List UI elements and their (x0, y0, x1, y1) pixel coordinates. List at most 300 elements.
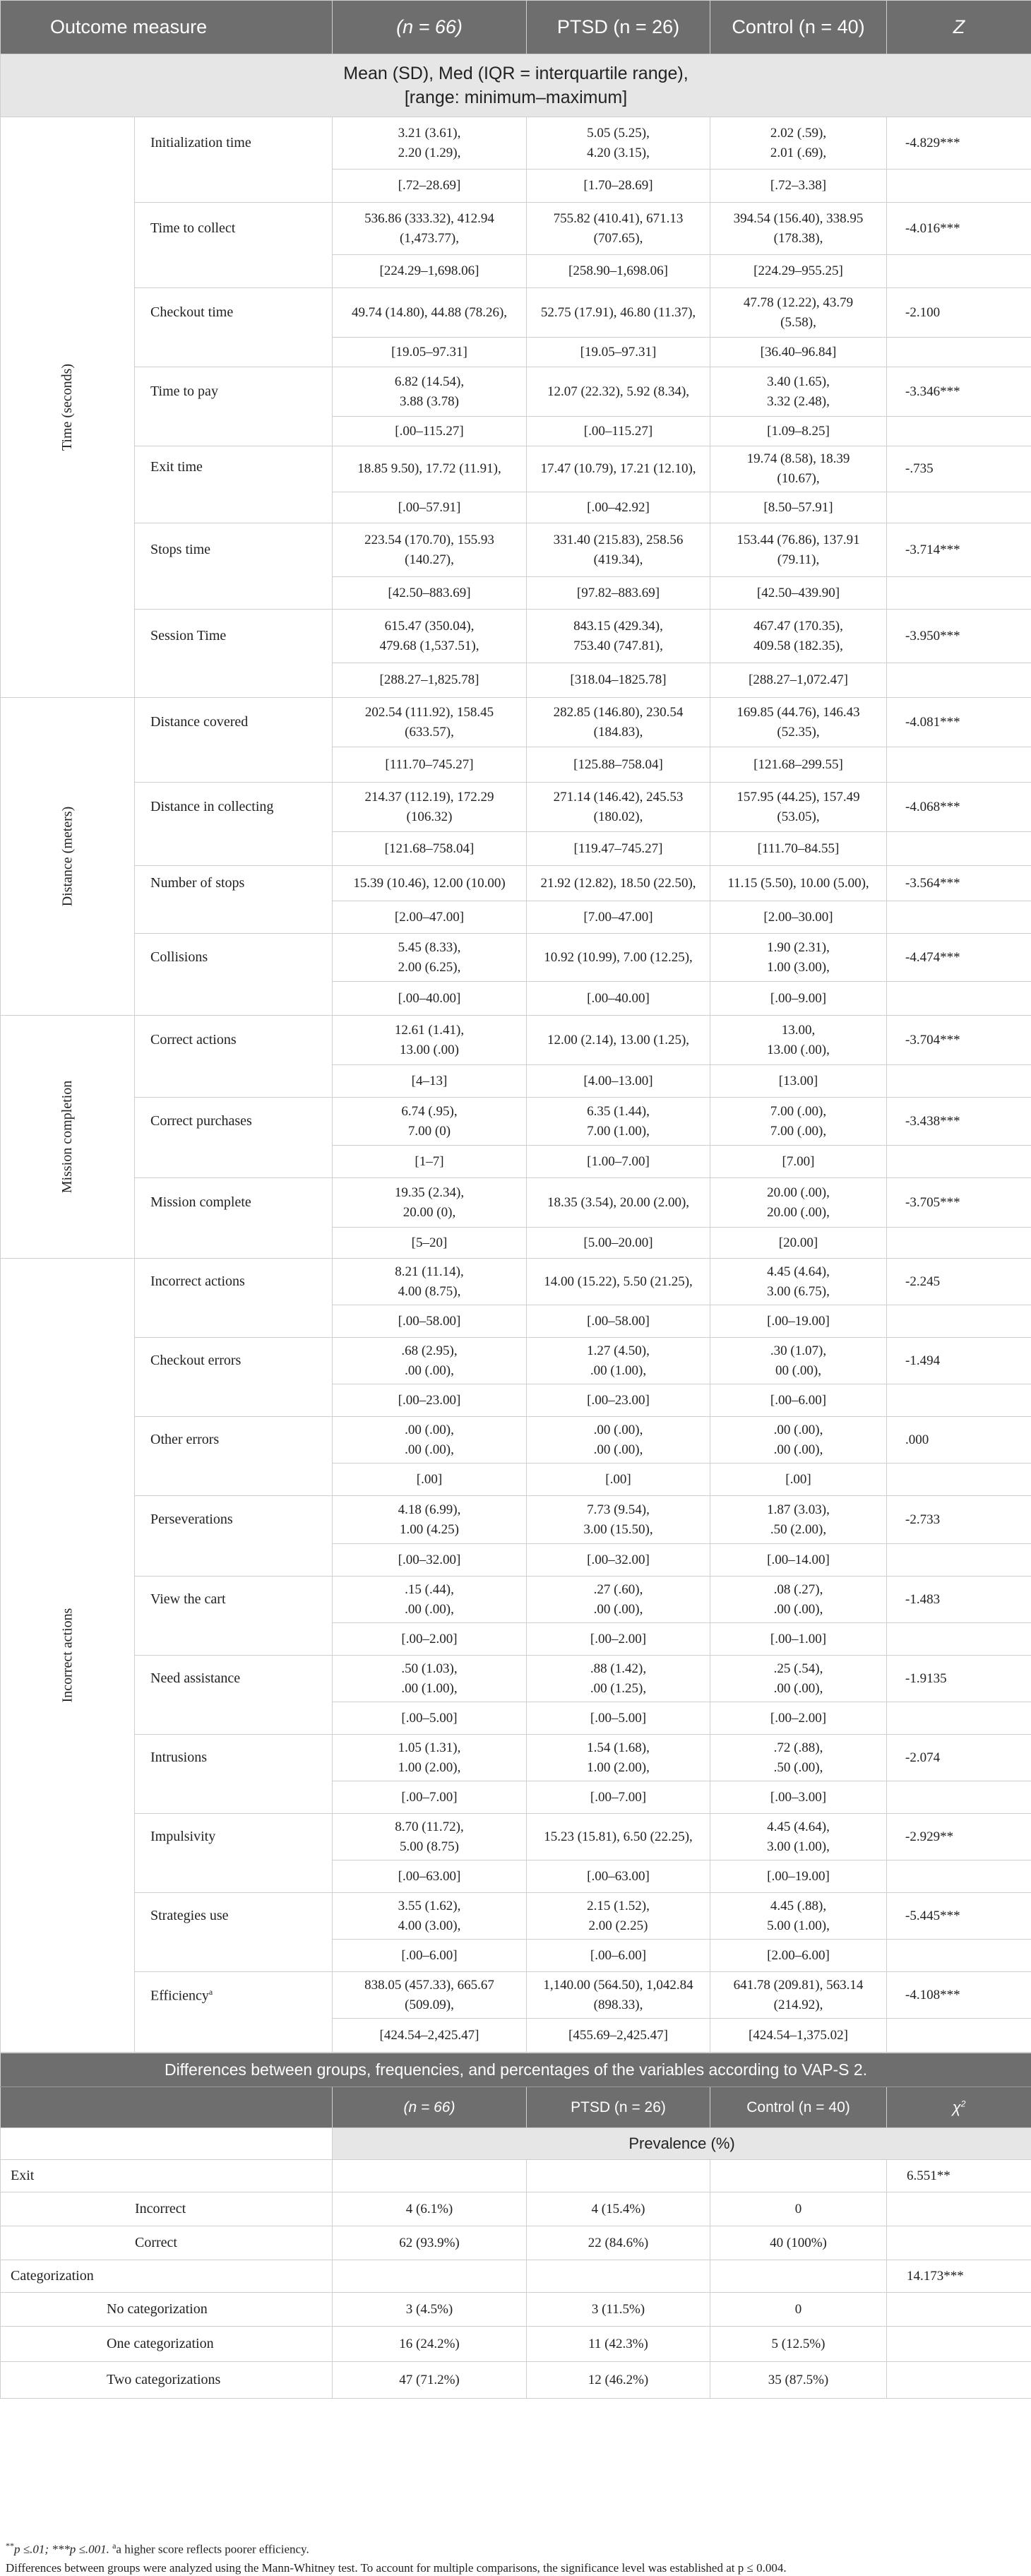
value-cell-ctrl (710, 1656, 887, 1702)
measure-label: Exit time (150, 459, 203, 475)
chi-square-value (887, 2226, 1031, 2260)
value-cell-ptsd (527, 523, 710, 577)
range-cell: [.00–6.00] (710, 1384, 887, 1417)
range-cell: [424.54–2,425.47] (333, 2019, 527, 2053)
subheader-cell (1, 54, 1031, 117)
value-line: .00 (1.00), (590, 1363, 647, 1378)
empty-cell (887, 170, 1031, 203)
range-cell: [42.50–883.69] (333, 577, 527, 610)
value-line: 2.20 (1.29), (398, 145, 461, 160)
z-value: -4.108*** (887, 1972, 1031, 2019)
range-cell: [224.29–1,698.06] (333, 255, 527, 288)
value-cell-all (333, 934, 527, 982)
measure-label-cell (135, 1972, 333, 2053)
measure-label: Correct actions (150, 1032, 237, 1047)
value-cell-ptsd (527, 1656, 710, 1702)
empty-cell (887, 747, 1031, 783)
z-value: -2.100 (887, 288, 1031, 338)
measure-label-cell (135, 1338, 333, 1417)
prevalence-ptsd (527, 2160, 710, 2192)
prevalence-label: Two categorizations (1, 2362, 333, 2399)
value-cell-ptsd (527, 1178, 710, 1228)
z-value: -1.483 (887, 1577, 1031, 1623)
value-line: 3.55 (1.62), (398, 1898, 461, 1913)
prevalence-ctrl: 0 (710, 2293, 887, 2327)
measure-label: Checkout time (150, 304, 234, 320)
value-line: 17.47 (10.79), 17.21 (12.10), (540, 461, 696, 476)
range-cell: [.00–14.00] (710, 1544, 887, 1577)
value-line: 755.82 (410.41), 671.13 (553, 210, 684, 226)
range-cell: [20.00] (710, 1228, 887, 1259)
subheader-line1: Mean (SD), Med (IQR = interquartile range), (343, 64, 689, 83)
measure-label: Session Time (150, 628, 227, 643)
prevalence-ptsd: 4 (15.4%) (527, 2192, 710, 2226)
range-cell: [1–7] (333, 1146, 527, 1178)
footnote-p001: p ≤.001. (69, 2542, 113, 2556)
value-line: 5.00 (1.00), (767, 1918, 830, 1933)
measure-label-cell (135, 1417, 333, 1496)
value-cell-ptsd (527, 866, 710, 901)
range-cell: [.72–28.69] (333, 170, 527, 203)
measure-label-cell (135, 698, 333, 783)
value-line: 214.37 (112.19), 172.29 (364, 789, 494, 805)
value-line: 271.14 (146.42), 245.53 (553, 789, 684, 805)
empty-cell (887, 492, 1031, 523)
range-cell: [121.68–758.04] (333, 832, 527, 866)
value-line: 2.01 (.69), (770, 145, 827, 160)
z-value: .000 (887, 1417, 1031, 1464)
value-line: 753.40 (747.81), (573, 638, 663, 653)
prevalence-all: 3 (4.5%) (333, 2293, 527, 2327)
value-cell-ptsd (527, 1259, 710, 1305)
value-line: 4.20 (3.15), (587, 145, 650, 160)
chi-square-value: 6.551** (887, 2160, 1031, 2192)
value-cell-ptsd (527, 1417, 710, 1464)
value-line: 4.18 (6.99), (398, 1502, 461, 1517)
range-cell: [.00–115.27] (527, 417, 710, 446)
range-cell: [224.29–955.25] (710, 255, 887, 288)
value-cell-ctrl (710, 1735, 887, 1781)
range-cell: [.00–57.91] (333, 492, 527, 523)
table-row (1, 610, 1031, 663)
measure-label-cell (135, 934, 333, 1016)
value-line: .00 (.00), (405, 1363, 454, 1378)
range-cell: [111.70–745.27] (333, 747, 527, 783)
value-cell-ctrl (710, 1417, 887, 1464)
value-line: .00 (.00), (593, 1422, 643, 1437)
footnote-line1 (6, 2536, 1023, 2559)
value-cell-ctrl (710, 367, 887, 417)
value-cell-all (333, 1735, 527, 1781)
range-cell: [.00–58.00] (527, 1305, 710, 1338)
vap-header-control-n: Control (n = 40) (710, 2087, 887, 2128)
value-line: 479.68 (1,537.51), (379, 638, 479, 653)
vap-table-header (1, 2087, 1031, 2128)
value-cell-all (333, 1098, 527, 1146)
empty-cell (887, 663, 1031, 698)
range-cell: [1.00–7.00] (527, 1146, 710, 1178)
value-cell-ctrl (710, 288, 887, 338)
range-cell: [5–20] (333, 1228, 527, 1259)
value-line: 1,140.00 (564.50), 1,042.84 (543, 1977, 693, 1993)
value-line: 409.58 (182.35), (753, 638, 843, 653)
vap-table-title: Differences between groups, frequencies, and percentages of the variables according to VAP-S 2. (1, 2053, 1031, 2087)
vap-subheader-row (1, 2128, 1031, 2160)
z-value: -1.9135 (887, 1656, 1031, 1702)
range-cell: [36.40–96.84] (710, 338, 887, 367)
z-value: -5.445*** (887, 1893, 1031, 1940)
measure-label: Number of stops (150, 875, 245, 891)
vap-header-blank (1, 2087, 333, 2128)
range-cell: [.72–3.38] (710, 170, 887, 203)
chi-square-value (887, 2327, 1031, 2362)
value-line: 223.54 (170.70), 155.93 (364, 532, 494, 547)
range-cell: [.00–7.00] (333, 1781, 527, 1814)
range-cell: [.00–63.00] (333, 1860, 527, 1893)
value-cell-ptsd (527, 610, 710, 663)
value-line: 4.00 (8.75), (398, 1283, 461, 1299)
group-label-cell (1, 698, 135, 1016)
range-cell: [.00–40.00] (333, 982, 527, 1016)
value-line: 3.00 (6.75), (767, 1283, 830, 1299)
value-line: (180.02), (593, 809, 643, 824)
table-row (1, 1496, 1031, 1544)
range-cell: [.00–3.00] (710, 1781, 887, 1814)
value-line: .08 (.27), (773, 1581, 823, 1597)
range-cell: [.00] (527, 1464, 710, 1496)
prevalence-label: No categorization (1, 2293, 333, 2327)
empty-cell (887, 1781, 1031, 1814)
footnote-p01: p ≤.01; *** (14, 2542, 70, 2556)
range-cell: [4.00–13.00] (527, 1065, 710, 1098)
value-cell-ptsd (527, 1893, 710, 1940)
range-cell: [.00–58.00] (333, 1305, 527, 1338)
value-cell-ctrl (710, 1016, 887, 1065)
prevalence-row (1, 2160, 1031, 2192)
table-row (1, 1338, 1031, 1384)
value-line: 14.00 (15.22), 5.50 (21.25), (544, 1274, 693, 1289)
range-cell: [19.05–97.31] (333, 338, 527, 367)
value-cell-all (333, 1417, 527, 1464)
vap-header-chi-square (887, 2087, 1031, 2128)
value-line: 202.54 (111.92), 158.45 (364, 704, 494, 720)
value-line: 7.00 (.00), (770, 1123, 827, 1139)
value-line: 7.00 (1.00), (587, 1123, 650, 1139)
range-cell: [121.68–299.55] (710, 747, 887, 783)
measure-label: Time to collect (150, 220, 236, 236)
value-cell-all (333, 446, 527, 492)
value-line: 2.15 (1.52), (587, 1898, 650, 1913)
footnote-line2: Differences between groups were analyzed using the Mann-Whitney test. To account for multiple comparisons, the significance level was established at p ≤ 0.004. (6, 2560, 787, 2575)
empty-cell (887, 1702, 1031, 1735)
value-line: 4.45 (4.64), (767, 1264, 830, 1279)
value-line: 157.95 (44.25), 157.49 (737, 789, 860, 805)
range-cell: [2.00–30.00] (710, 901, 887, 934)
prevalence-label: Incorrect (1, 2192, 333, 2226)
range-cell: [19.05–97.31] (527, 338, 710, 367)
empty-cell (887, 1065, 1031, 1098)
empty-cell (887, 1623, 1031, 1656)
vap-subheader-prevalence: Prevalence (%) (333, 2128, 1031, 2160)
measure-label: Other errors (150, 1432, 220, 1447)
prevalence-row (1, 2362, 1031, 2399)
value-cell-ptsd (527, 203, 710, 255)
value-cell-ctrl (710, 934, 887, 982)
value-line: .50 (2.00), (770, 1521, 827, 1537)
value-cell-all (333, 523, 527, 577)
range-cell: [.00–19.00] (710, 1860, 887, 1893)
value-cell-ptsd (527, 1496, 710, 1544)
value-line: 4.00 (3.00), (398, 1918, 461, 1933)
value-line: 331.40 (215.83), 258.56 (553, 532, 684, 547)
measure-label: Distance in collecting (150, 799, 274, 814)
measure-label-cell (135, 288, 333, 367)
value-cell-ctrl (710, 1338, 887, 1384)
value-line: 12.07 (22.32), 5.92 (8.34), (547, 384, 690, 399)
value-cell-ctrl (710, 783, 887, 832)
chi-symbol: χ (952, 2098, 961, 2116)
value-line: .00 (.00), (593, 1442, 643, 1457)
range-cell: [.00–6.00] (333, 1940, 527, 1972)
value-line: .50 (.00), (773, 1759, 823, 1775)
measure-label: Checkout errors (150, 1353, 242, 1368)
range-cell: [7.00–47.00] (527, 901, 710, 934)
chi-square-value: 14.173*** (887, 2260, 1031, 2293)
value-line: (707.65), (593, 230, 643, 246)
range-cell: [125.88–758.04] (527, 747, 710, 783)
table-row (1, 523, 1031, 577)
value-line: 4.45 (4.64), (767, 1819, 830, 1834)
header-z: Z (887, 1, 1031, 54)
z-value: -4.474*** (887, 934, 1031, 982)
measure-label: Intrusions (150, 1750, 207, 1765)
value-line: 641.78 (209.81), 563.14 (733, 1977, 864, 1993)
value-line: 49.74 (14.80), 44.88 (78.26), (351, 304, 508, 320)
value-line: 1.90 (2.31), (767, 939, 830, 955)
value-cell-ctrl (710, 1098, 887, 1146)
range-cell: [97.82–883.69] (527, 577, 710, 610)
empty-cell (887, 338, 1031, 367)
value-cell-ctrl (710, 1259, 887, 1305)
measure-label-cell (135, 1577, 333, 1656)
value-cell-ctrl (710, 1893, 887, 1940)
value-cell-ptsd (527, 288, 710, 338)
header-ptsd-n: PTSD (n = 26) (527, 1, 710, 54)
range-cell: [424.54–1,375.02] (710, 2019, 887, 2053)
measure-superscript: a (208, 1987, 213, 1997)
z-value: -2.733 (887, 1496, 1031, 1544)
prevalence-label: Correct (1, 2226, 333, 2260)
subheader-line2: [range: minimum–maximum] (404, 88, 628, 107)
value-line: .30 (1.07), (770, 1343, 827, 1358)
value-line: (178.38), (773, 230, 823, 246)
range-cell: [.00–40.00] (527, 982, 710, 1016)
measure-label: Need assistance (150, 1670, 241, 1686)
measure-label: Time to pay (150, 384, 218, 399)
prevalence-ctrl: 35 (87.5%) (710, 2362, 887, 2399)
value-line: (10.67), (777, 471, 820, 486)
value-line: .00 (.00), (773, 1680, 823, 1696)
z-value: -4.068*** (887, 783, 1031, 832)
vap-header-all-n: (n = 66) (333, 2087, 527, 2128)
measure-label: Incorrect actions (150, 1274, 245, 1289)
value-cell-ctrl (710, 1178, 887, 1228)
value-cell-ctrl (710, 523, 887, 577)
empty-cell (887, 2019, 1031, 2053)
prevalence-all: 62 (93.9%) (333, 2226, 527, 2260)
value-line: .25 (.54), (773, 1661, 823, 1676)
value-line: 282.85 (146.80), 230.54 (553, 704, 684, 720)
range-cell: [111.70–84.55] (710, 832, 887, 866)
value-line: 3.00 (15.50), (583, 1521, 653, 1537)
prevalence-all: 4 (6.1%) (333, 2192, 527, 2226)
measure-label-cell (135, 523, 333, 610)
value-line: 843.15 (429.34), (573, 618, 663, 634)
chi-square-value (887, 2192, 1031, 2226)
range-cell: [7.00] (710, 1146, 887, 1178)
measure-label-cell (135, 1814, 333, 1893)
measure-label: View the cart (150, 1591, 226, 1607)
value-line: .00 (.00), (405, 1601, 454, 1617)
z-value: -4.829*** (887, 117, 1031, 170)
z-value: -3.564*** (887, 866, 1031, 901)
prevalence-ptsd: 22 (84.6%) (527, 2226, 710, 2260)
range-cell: [.00–6.00] (527, 1940, 710, 1972)
empty-cell (887, 417, 1031, 446)
value-line: 13.00, (781, 1022, 816, 1038)
table-row (1, 367, 1031, 417)
empty-cell (887, 982, 1031, 1016)
value-cell-ctrl (710, 203, 887, 255)
value-line: 8.70 (11.72), (395, 1819, 464, 1834)
value-cell-ptsd (527, 1814, 710, 1860)
value-line: .50 (1.03), (401, 1661, 458, 1676)
header-all-n: (n = 66) (333, 1, 527, 54)
value-line: 2.02 (.59), (770, 125, 827, 141)
value-cell-ptsd (527, 117, 710, 170)
measure-label-cell (135, 1016, 333, 1098)
value-line: (106.32) (406, 809, 453, 824)
value-line: 12.00 (2.14), 13.00 (1.25), (547, 1032, 690, 1047)
value-cell-ctrl (710, 610, 887, 663)
value-cell-ptsd (527, 783, 710, 832)
value-cell-ptsd (527, 934, 710, 982)
value-line: .00 (1.25), (590, 1680, 647, 1696)
range-cell: [.00–5.00] (333, 1702, 527, 1735)
value-line: 3.40 (1.65), (767, 374, 830, 389)
range-cell: [4–13] (333, 1065, 527, 1098)
header-outcome-measure: Outcome measure (1, 1, 333, 54)
value-cell-all (333, 1814, 527, 1860)
table-row (1, 1259, 1031, 1305)
z-value: -3.950*** (887, 610, 1031, 663)
value-line: .72 (.88), (773, 1740, 823, 1755)
range-cell: [.00–2.00] (333, 1623, 527, 1656)
header-control-n: Control (n = 40) (710, 1, 887, 54)
range-cell: [.00–7.00] (527, 1781, 710, 1814)
prevalence-all: 16 (24.2%) (333, 2327, 527, 2362)
chi-square-value (887, 2293, 1031, 2327)
measure-label-cell (135, 1656, 333, 1735)
table-row (1, 783, 1031, 832)
z-value: -1.494 (887, 1338, 1031, 1384)
value-cell-all (333, 1178, 527, 1228)
value-line: 13.00 (.00), (767, 1042, 830, 1057)
measure-label-cell (135, 1893, 333, 1972)
prevalence-ptsd: 12 (46.2%) (527, 2362, 710, 2399)
value-cell-all (333, 1972, 527, 2019)
value-line: .00 (.00), (773, 1442, 823, 1457)
value-line: 394.54 (156.40), 338.95 (733, 210, 864, 226)
table-row (1, 117, 1031, 170)
value-line: 536.86 (333.32), 412.94 (364, 210, 494, 226)
vap-table-title-row (1, 2053, 1031, 2087)
value-line: 52.75 (17.91), 46.80 (11.37), (540, 304, 696, 320)
measure-label-cell (135, 1098, 333, 1178)
value-line: (5.58), (780, 314, 816, 330)
value-line: 2.00 (6.25), (398, 959, 461, 975)
value-line: .88 (1.42), (590, 1661, 647, 1676)
prevalence-label: One categorization (1, 2327, 333, 2362)
value-line: 1.00 (4.25) (400, 1521, 459, 1537)
table-row (1, 1577, 1031, 1623)
table-row (1, 866, 1031, 901)
value-line: 21.92 (12.82), 18.50 (22.50), (540, 875, 696, 891)
measure-label: Perseverations (150, 1512, 233, 1527)
z-value: -3.714*** (887, 523, 1031, 577)
empty-cell (887, 1940, 1031, 1972)
value-line: 8.21 (11.14), (395, 1264, 464, 1279)
empty-cell (887, 1860, 1031, 1893)
footnote-efficiency: a higher score reflects poorer efficiency. (116, 2542, 309, 2556)
group-label-cell (1, 1259, 135, 2053)
value-line: 615.47 (350.04), (384, 618, 475, 634)
chi-superscript: 2 (960, 2099, 966, 2109)
prevalence-row (1, 2293, 1031, 2327)
range-cell: [.00–115.27] (333, 417, 527, 446)
range-cell: [.00–23.00] (333, 1384, 527, 1417)
value-cell-ctrl (710, 1496, 887, 1544)
value-cell-all (333, 866, 527, 901)
prevalence-ctrl: 0 (710, 2192, 887, 2226)
range-cell: [1.09–8.25] (710, 417, 887, 446)
value-line: (140.27), (405, 552, 454, 567)
measure-label-cell (135, 1496, 333, 1577)
value-line: (1,473.77), (400, 230, 459, 246)
value-cell-ptsd (527, 1735, 710, 1781)
prevalence-row (1, 2226, 1031, 2260)
value-cell-all (333, 203, 527, 255)
value-line: 19.74 (8.58), 18.39 (746, 451, 850, 466)
z-value: -4.016*** (887, 203, 1031, 255)
measure-label-cell (135, 783, 333, 866)
value-line: 3.88 (3.78) (400, 393, 459, 409)
prevalence-ctrl (710, 2260, 887, 2293)
value-line: 5.05 (5.25), (587, 125, 650, 141)
value-line: 3.32 (2.48), (767, 393, 830, 409)
value-line: .27 (.60), (593, 1581, 643, 1597)
value-line: 15.39 (10.46), 12.00 (10.00) (353, 875, 506, 891)
group-label-cell (1, 1016, 135, 1259)
empty-cell (887, 901, 1031, 934)
value-cell-ctrl (710, 1577, 887, 1623)
value-line: (53.05), (777, 809, 820, 824)
value-cell-all (333, 1338, 527, 1384)
z-value: -.735 (887, 446, 1031, 492)
measure-label-cell (135, 1178, 333, 1259)
measure-label: Impulsivity (150, 1829, 216, 1844)
empty-cell (887, 1384, 1031, 1417)
